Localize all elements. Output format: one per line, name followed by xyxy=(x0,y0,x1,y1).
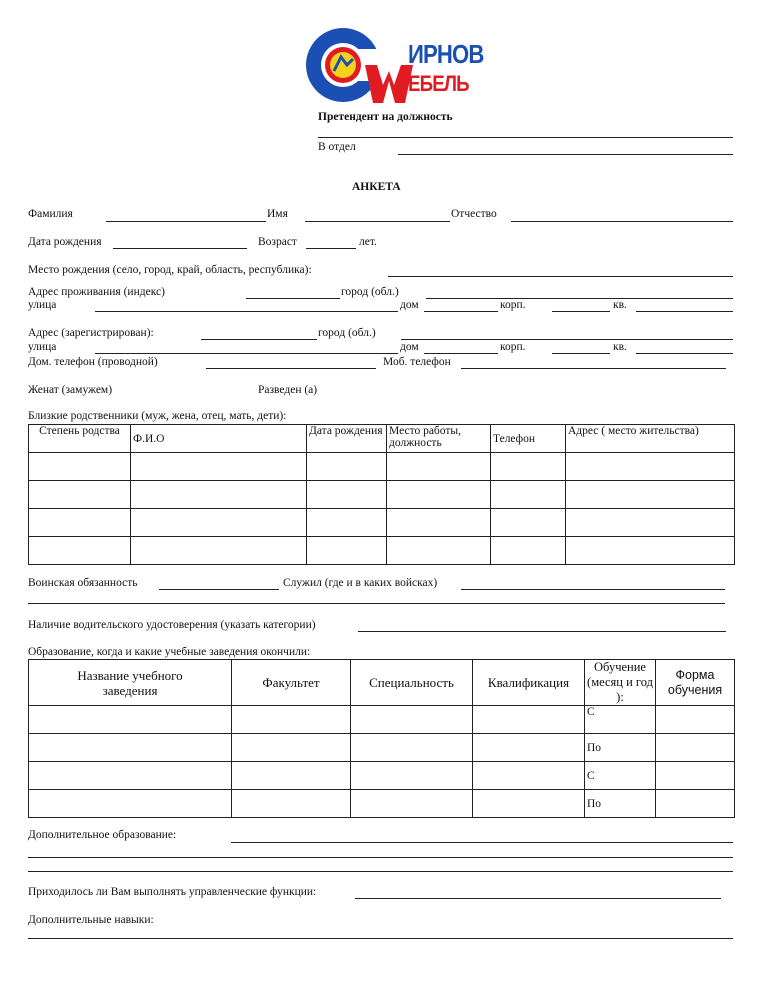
residence-street-field[interactable] xyxy=(95,311,398,312)
relatives-col-degree: Степень родства xyxy=(29,425,131,453)
military-duty-field[interactable] xyxy=(159,589,279,590)
residence-index-field[interactable] xyxy=(246,298,340,299)
table-row[interactable] xyxy=(29,537,735,565)
period-to-label: По xyxy=(585,734,656,762)
education-col-specialty: Специальность xyxy=(351,660,473,706)
relatives-title: Близкие родственники (муж, жена, отец, мать, дети): xyxy=(28,410,287,422)
military-served-label: Служил (где и в каких войсках) xyxy=(283,577,438,589)
married-label: Женат (замужем) xyxy=(28,384,113,396)
surname-label: Фамилия xyxy=(28,208,73,220)
name-field[interactable] xyxy=(305,221,450,222)
residence-house-field[interactable] xyxy=(424,311,498,312)
registered-house-field[interactable] xyxy=(424,353,498,354)
relatives-col-work: Место работы, должность xyxy=(387,425,491,453)
registered-city-label: город (обл.) xyxy=(318,327,376,339)
period-from-label: С xyxy=(585,762,656,790)
registered-address-label: Адрес (зарегистрирован): xyxy=(28,327,154,339)
additional-education-field-2[interactable] xyxy=(28,857,733,858)
registered-city-field[interactable] xyxy=(401,339,733,340)
registered-house-label: дом xyxy=(400,341,419,353)
education-col-form: Форма обучения xyxy=(656,660,735,706)
department-field[interactable] xyxy=(398,154,733,155)
residence-address-label: Адрес проживания (индекс) xyxy=(28,286,165,298)
registered-street-field[interactable] xyxy=(95,353,398,354)
residence-apt-label: кв. xyxy=(613,299,627,311)
residence-building-label: корп. xyxy=(500,299,526,311)
company-logo xyxy=(303,25,508,105)
education-header-row xyxy=(29,660,735,706)
military-duty-label: Воинская обязанность xyxy=(28,577,138,589)
divorced-label: Разведен (а) xyxy=(258,384,318,396)
license-label: Наличие водительского удостоверения (указать категории) xyxy=(28,619,316,631)
mobile-phone-label: Моб. телефон xyxy=(383,356,451,368)
age-label: Возраст xyxy=(258,236,297,248)
home-phone-field[interactable] xyxy=(206,368,376,369)
additional-education-label: Дополнительное образование: xyxy=(28,829,177,841)
home-phone-label: Дом. телефон (проводной) xyxy=(28,356,158,368)
registered-apt-label: кв. xyxy=(613,341,627,353)
management-field[interactable] xyxy=(355,898,721,899)
residence-apt-field[interactable] xyxy=(636,311,733,312)
position-field[interactable] xyxy=(318,137,733,138)
position-label: Претендент на должность xyxy=(318,111,453,123)
logo-text-bottom: ЕБЕЛЬ xyxy=(408,71,469,96)
registered-building-label: корп. xyxy=(500,341,526,353)
patronymic-field[interactable] xyxy=(511,221,733,222)
relatives-col-name: Ф.И.О xyxy=(131,425,307,453)
education-col-faculty: Факультет xyxy=(232,660,351,706)
table-row[interactable] xyxy=(29,509,735,537)
education-table xyxy=(28,659,735,818)
patronymic-label: Отчество xyxy=(451,208,497,220)
additional-education-field-3[interactable] xyxy=(28,871,733,872)
birth-date-field[interactable] xyxy=(113,248,247,249)
registered-apt-field[interactable] xyxy=(636,353,733,354)
license-field[interactable] xyxy=(358,631,726,632)
relatives-col-birth: Дата рождения xyxy=(307,425,387,453)
management-label: Приходилось ли Вам выполнять управленческие функции: xyxy=(28,886,317,898)
birth-date-label: Дата рождения xyxy=(28,236,102,248)
form-title: АНКЕТА xyxy=(352,181,401,193)
table-row[interactable] xyxy=(29,790,735,818)
education-col-qualification: Квалификация xyxy=(473,660,585,706)
education-col-period: Обучение (месяц и год ): xyxy=(585,660,656,706)
education-col-institution: Название учебного заведения xyxy=(29,660,232,706)
department-label: В отдел xyxy=(318,141,356,153)
registered-index-field[interactable] xyxy=(201,339,317,340)
logo-text-top: ИРНОВ xyxy=(408,39,484,69)
residence-house-label: дом xyxy=(400,299,419,311)
period-to-label: По xyxy=(585,790,656,818)
age-field[interactable] xyxy=(306,248,356,249)
additional-education-field[interactable] xyxy=(231,842,733,843)
relatives-header-row xyxy=(29,425,735,453)
relatives-col-phone: Телефон xyxy=(491,425,566,453)
residence-city-field[interactable] xyxy=(426,298,733,299)
mobile-phone-field[interactable] xyxy=(461,368,726,369)
skills-field[interactable] xyxy=(28,938,733,939)
table-row[interactable] xyxy=(29,762,735,790)
registered-street-label: улица xyxy=(28,341,57,353)
military-extra-field[interactable] xyxy=(28,603,725,604)
age-suffix: лет. xyxy=(359,236,377,248)
military-served-field[interactable] xyxy=(461,589,725,590)
name-label: Имя xyxy=(267,208,288,220)
birth-place-field[interactable] xyxy=(388,276,733,277)
surname-field[interactable] xyxy=(106,221,266,222)
skills-label: Дополнительные навыки: xyxy=(28,914,154,926)
residence-street-label: улица xyxy=(28,299,57,311)
table-row[interactable] xyxy=(29,706,735,734)
birth-place-label: Место рождения (село, город, край, область, республика): xyxy=(28,264,312,276)
registered-building-field[interactable] xyxy=(552,353,610,354)
residence-city-label: город (обл.) xyxy=(341,286,399,298)
table-row[interactable] xyxy=(29,453,735,481)
table-row[interactable] xyxy=(29,734,735,762)
residence-building-field[interactable] xyxy=(552,311,610,312)
education-title: Образование, когда и какие учебные заведения окончили: xyxy=(28,646,311,658)
relatives-table xyxy=(28,424,735,565)
period-from-label: С xyxy=(585,706,656,734)
table-row[interactable] xyxy=(29,481,735,509)
relatives-col-address: Адрес ( место жительства) xyxy=(566,425,735,453)
